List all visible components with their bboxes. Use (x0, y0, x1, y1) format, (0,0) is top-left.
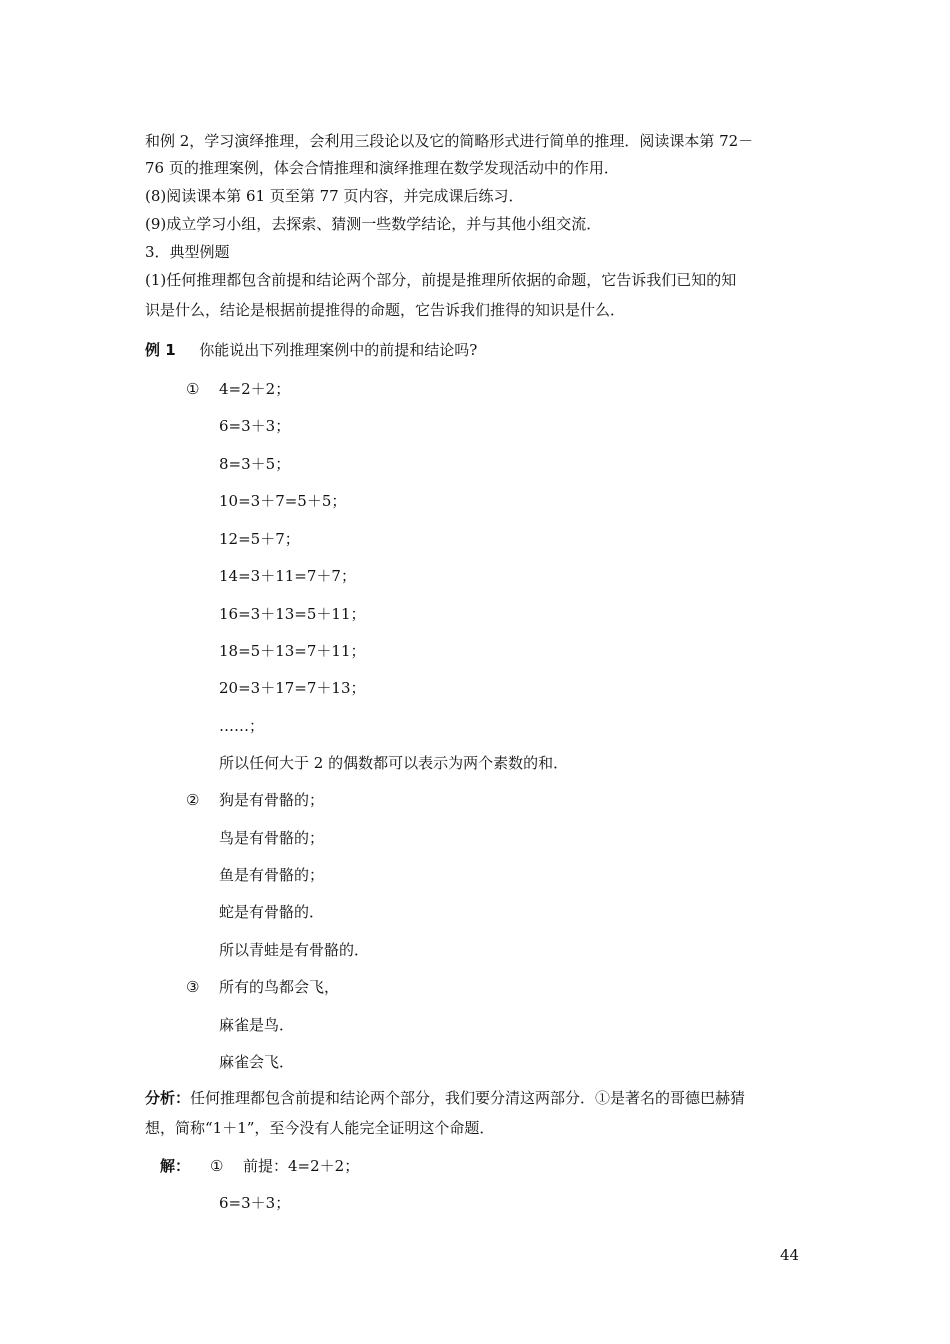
analysis-label: 分析： (145, 1089, 191, 1107)
section-heading: 3．典型例题 (145, 243, 230, 261)
intro-item-9: (9)成立学习小组，去探索、猜测一些数学结论，并与其他小组交流． (145, 215, 602, 233)
case-2-conclusion: 所以青蛙是有骨骼的． (219, 941, 370, 959)
case-1-conclusion: 所以任何大于 2 的偶数都可以表示为两个素数的和． (219, 754, 569, 772)
example-question: 你能说出下列推理案例中的前提和结论吗? (199, 341, 478, 359)
case-2-line: 狗是有骨骼的； (219, 791, 325, 809)
solution-line-1: 前提：4=2＋2； (243, 1157, 360, 1175)
case-1-line: 10=3＋7=5＋5； (219, 492, 347, 510)
intro-line-2: 76 页的推理案例，体会合情推理和演绎推理在数学发现活动中的作用． (145, 159, 619, 177)
case-1-line: ……； (219, 717, 265, 735)
analysis-text: 任何推理都包含前提和结论两个部分，我们要分清这两部分．①是著名的哥德巴赫猜 (190, 1089, 746, 1107)
page-number: 44 (780, 1246, 800, 1264)
solution-line-2: 6=3＋3； (219, 1194, 291, 1212)
case-1-line: 14=3＋11=7＋7； (219, 567, 356, 585)
case-2-line: 蛇是有骨骼的． (219, 903, 325, 921)
case-3-conclusion: 麻雀会飞． (219, 1053, 295, 1071)
intro-item-8: (8)阅读课本第 61 页至第 77 页内容，并完成课后练习． (145, 187, 524, 205)
case-1-line: 18=5＋13=7＋11； (219, 642, 366, 660)
solution-label: 解： (160, 1157, 191, 1175)
example-label: 例 1 (145, 341, 176, 359)
case-3-line: 所有的鸟都会飞， (219, 978, 340, 996)
case-1-line: 12=5＋7； (219, 530, 300, 548)
case-1-marker: ① (186, 380, 200, 398)
case-3-line: 麻雀是鸟． (219, 1016, 295, 1034)
section-para-line-2: 识是什么，结论是根据前提推得的命题，它告诉我们推得的知识是什么． (145, 301, 626, 319)
case-1-line: 16=3＋13=5＋11； (219, 605, 366, 623)
case-1-line: 4=2＋2； (219, 380, 291, 398)
intro-line-1: 和例 2，学习演绎推理，会利用三段论以及它的简略形式进行简单的推理．阅读课本第 72－ (145, 132, 754, 150)
analysis-line-1 (145, 1088, 745, 1108)
section-para-line-1: (1)任何推理都包含前提和结论两个部分，前提是推理所依据的命题，它告诉我们已知的知 (145, 271, 737, 289)
case-1-line: 8=3＋5； (219, 455, 291, 473)
solution-marker: ① (210, 1157, 224, 1175)
case-2-marker: ② (186, 791, 200, 809)
case-1-line: 6=3＋3； (219, 417, 291, 435)
case-2-line: 鱼是有骨骼的； (219, 866, 325, 884)
case-2-line: 鸟是有骨骼的； (219, 829, 325, 847)
example-heading (145, 340, 477, 360)
case-1-line: 20=3＋17=7＋13； (219, 679, 366, 697)
analysis-line-2: 想，简称“1＋1”，至今没有人能完全证明这个命题． (145, 1119, 495, 1137)
case-3-marker: ③ (186, 978, 200, 996)
